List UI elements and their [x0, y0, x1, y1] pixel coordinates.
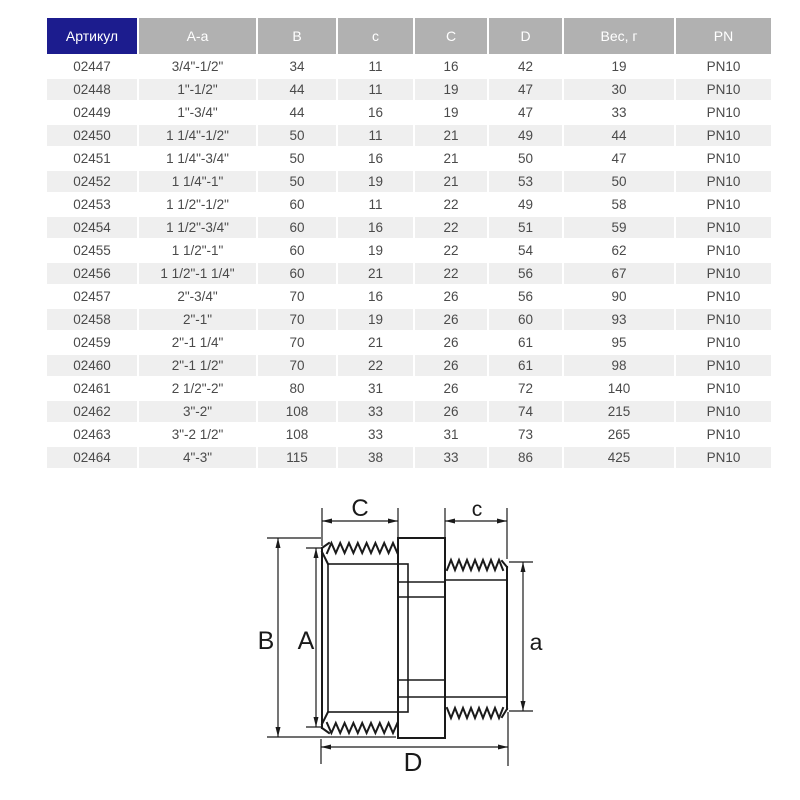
table-cell: 47	[611, 151, 627, 166]
table-cell: 26	[443, 381, 459, 396]
table-cell: 47	[489, 79, 562, 100]
table-cell: 21	[415, 125, 487, 146]
table-cell: 73	[517, 427, 534, 442]
table-cell: 33	[338, 401, 413, 422]
table-cell: PN10	[676, 217, 771, 238]
fitting-technical-drawing	[220, 488, 580, 800]
table-cell: 44	[564, 125, 674, 146]
label-c: c	[471, 498, 483, 521]
table-cell: 140	[607, 381, 631, 396]
table-cell: 22	[443, 243, 459, 258]
table-cell: 56	[517, 289, 534, 304]
table-cell: 70	[289, 289, 305, 304]
table-cell: 60	[489, 309, 562, 330]
hex-lines	[398, 580, 507, 697]
table-cell: 49	[489, 125, 562, 146]
table-cell: 1 1/4"-1/2"	[139, 125, 256, 146]
table-cell: 26	[443, 289, 459, 304]
table-cell: 26	[415, 355, 487, 376]
table-row	[47, 286, 771, 307]
table-cell: 02462	[47, 401, 137, 422]
table-cell: 31	[367, 381, 384, 396]
table-cell: 74	[489, 401, 562, 422]
table-cell: PN10	[706, 151, 741, 166]
table-cell: 60	[289, 197, 305, 212]
table-cell: 21	[443, 151, 459, 166]
table-cell: 62	[611, 243, 627, 258]
table-row	[47, 355, 771, 376]
label-a: a	[529, 629, 543, 655]
table-cell: PN10	[676, 79, 771, 100]
column-header-2: A-a	[139, 18, 256, 54]
table-cell: 19	[338, 309, 413, 330]
table-cell: 42	[517, 59, 534, 74]
thread-small-bottom	[447, 708, 503, 718]
table-cell: PN10	[706, 197, 741, 212]
table-row	[47, 79, 771, 100]
table-cell: PN10	[676, 309, 771, 330]
table-cell: PN10	[706, 59, 741, 74]
table-cell: 1 1/4"-1"	[139, 171, 256, 192]
column-header-7: Вес, г	[564, 18, 674, 54]
table-cell: 16	[367, 105, 384, 120]
table-cell: 11	[338, 125, 413, 146]
table-cell: 21	[367, 335, 384, 350]
table-cell: 80	[289, 381, 305, 396]
table-cell: 93	[564, 309, 674, 330]
table-row	[47, 102, 771, 123]
right-face	[502, 561, 507, 717]
table-cell: 19	[338, 171, 413, 192]
table-cell: 11	[368, 197, 383, 212]
table-cell: 50	[258, 171, 336, 192]
table-row	[47, 424, 771, 445]
table-row	[47, 125, 771, 146]
table-cell: 1 1/2"-3/4"	[139, 217, 256, 238]
table-cell: 1 1/2"-1 1/4"	[139, 263, 256, 284]
table-cell: PN10	[706, 381, 741, 396]
table-cell: 90	[611, 289, 627, 304]
table-cell: 70	[289, 335, 305, 350]
table-row	[47, 378, 771, 399]
table-row	[47, 56, 771, 77]
table-cell: 02458	[47, 309, 137, 330]
table-cell: 2"-1 1/4"	[171, 335, 224, 350]
table-cell: PN10	[676, 171, 771, 192]
label-A: A	[297, 627, 315, 655]
label-D: D	[403, 747, 423, 777]
table-cell: 19	[611, 59, 627, 74]
table-cell: 72	[517, 381, 534, 396]
table-row	[47, 309, 771, 330]
table-cell: 02459	[73, 335, 111, 350]
table-cell: 61	[489, 355, 562, 376]
table-cell: 11	[338, 79, 413, 100]
table-cell: 19	[367, 243, 384, 258]
table-cell: 1 1/2"-1"	[171, 243, 224, 258]
table-row	[47, 240, 771, 261]
table-cell: 49	[517, 197, 534, 212]
table-cell: 16	[443, 59, 459, 74]
table-body	[47, 56, 771, 468]
table-cell: 30	[564, 79, 674, 100]
table-cell: 16	[338, 217, 413, 238]
column-header-5: C	[415, 18, 487, 54]
table-cell: 19	[443, 105, 459, 120]
table-cell: 22	[415, 263, 487, 284]
table-cell: PN10	[676, 125, 771, 146]
table-cell: 70	[258, 309, 336, 330]
table-cell: 3/4"-1/2"	[171, 59, 224, 74]
table-cell: PN10	[706, 105, 741, 120]
table-cell: 33	[367, 427, 384, 442]
table-cell: 02452	[47, 171, 137, 192]
table-cell: 21	[338, 263, 413, 284]
table-cell: PN10	[676, 447, 771, 468]
table-cell: PN10	[706, 289, 741, 304]
table-cell: 02461	[73, 381, 111, 396]
table-row	[47, 171, 771, 192]
table-cell: 26	[415, 401, 487, 422]
table-cell: 2"-1 1/2"	[139, 355, 256, 376]
table-cell: 215	[564, 401, 674, 422]
table-cell: 2"-3/4"	[177, 289, 218, 304]
table-cell: 59	[564, 217, 674, 238]
table-cell: PN10	[676, 401, 771, 422]
table-cell: 44	[258, 79, 336, 100]
table-cell: 38	[338, 447, 413, 468]
bore-large	[328, 564, 408, 712]
table-cell: 02463	[73, 427, 111, 442]
table-cell: PN10	[676, 263, 771, 284]
table-cell: 4"-3"	[139, 447, 256, 468]
table-cell: 54	[517, 243, 534, 258]
table-cell: 108	[258, 401, 336, 422]
hex-body	[398, 538, 445, 738]
table-cell: 51	[489, 217, 562, 238]
label-C: C	[351, 495, 369, 522]
table-cell: 60	[289, 243, 305, 258]
table-cell: 1 1/4"-3/4"	[166, 151, 229, 166]
table-cell: 1 1/2"-1/2"	[166, 197, 229, 212]
table-cell: 425	[564, 447, 674, 468]
thread-large-top	[327, 543, 397, 553]
table-cell: PN10	[706, 335, 741, 350]
table-cell: 02449	[73, 105, 111, 120]
table-cell: 1"-1/2"	[139, 79, 256, 100]
table-cell: 02451	[73, 151, 111, 166]
table-cell: 02455	[73, 243, 111, 258]
header-row	[47, 18, 771, 54]
table-cell: 70	[258, 355, 336, 376]
table-cell: 47	[517, 105, 534, 120]
table-cell: 11	[368, 59, 383, 74]
table-cell: 50	[517, 151, 534, 166]
table-cell: 16	[367, 151, 384, 166]
table-cell: 02464	[47, 447, 137, 468]
thread-large-bottom	[327, 723, 397, 733]
fitting-body	[322, 538, 507, 738]
table-cell: 53	[489, 171, 562, 192]
table-cell: 60	[258, 263, 336, 284]
table-cell: 33	[415, 447, 487, 468]
table-cell: 33	[611, 105, 627, 120]
table-cell: 19	[415, 79, 487, 100]
table-cell: 02447	[73, 59, 111, 74]
table-cell: 22	[338, 355, 413, 376]
table-cell: 3"-2 1/2"	[171, 427, 224, 442]
table-cell: PN10	[706, 243, 741, 258]
table-cell: 26	[415, 309, 487, 330]
table-row	[47, 263, 771, 284]
table-cell: 108	[285, 427, 309, 442]
table-cell: 2 1/2"-2"	[171, 381, 224, 396]
table-cell: 02453	[73, 197, 111, 212]
table-row	[47, 332, 771, 353]
table-cell: 22	[415, 217, 487, 238]
table-cell: 34	[289, 59, 305, 74]
table-cell: 02457	[73, 289, 111, 304]
table-cell: 1"-3/4"	[177, 105, 218, 120]
table-cell: 56	[489, 263, 562, 284]
table-cell: 02450	[47, 125, 137, 146]
specs-table	[45, 16, 773, 470]
column-header-4: c	[338, 18, 413, 54]
column-header-3: B	[258, 18, 336, 54]
table-cell: 21	[415, 171, 487, 192]
table-cell: 115	[258, 447, 336, 468]
table-cell: PN10	[706, 427, 741, 442]
table-cell: 58	[611, 197, 627, 212]
table-cell: 265	[607, 427, 631, 442]
table-cell: 61	[517, 335, 534, 350]
table-cell: 02456	[47, 263, 137, 284]
table-cell: 60	[258, 217, 336, 238]
table-row	[47, 194, 771, 215]
table-cell: 50	[564, 171, 674, 192]
table-cell: 22	[443, 197, 459, 212]
table-row	[47, 217, 771, 238]
table-cell: 31	[443, 427, 459, 442]
label-B: B	[257, 627, 275, 655]
table-cell: 02448	[47, 79, 137, 100]
thread-small-top	[447, 560, 503, 570]
table-cell: 98	[564, 355, 674, 376]
column-header-1: Артикул	[47, 18, 137, 54]
table-header	[47, 18, 771, 54]
table-cell: 02460	[47, 355, 137, 376]
table-row	[47, 401, 771, 422]
table-cell: 86	[489, 447, 562, 468]
table-cell: PN10	[676, 355, 771, 376]
table-row	[47, 447, 771, 468]
table-cell: 95	[611, 335, 627, 350]
table-cell: 02454	[47, 217, 137, 238]
column-header-6: D	[489, 18, 562, 54]
table-cell: 2"-1"	[139, 309, 256, 330]
table-row	[47, 148, 771, 169]
table-cell: 44	[289, 105, 305, 120]
table-cell: 50	[258, 125, 336, 146]
column-header-8: PN	[676, 18, 771, 54]
table-cell: 50	[289, 151, 305, 166]
table-cell: 67	[564, 263, 674, 284]
table-cell: 3"-2"	[139, 401, 256, 422]
table-cell: 16	[367, 289, 384, 304]
table-cell: 26	[443, 335, 459, 350]
